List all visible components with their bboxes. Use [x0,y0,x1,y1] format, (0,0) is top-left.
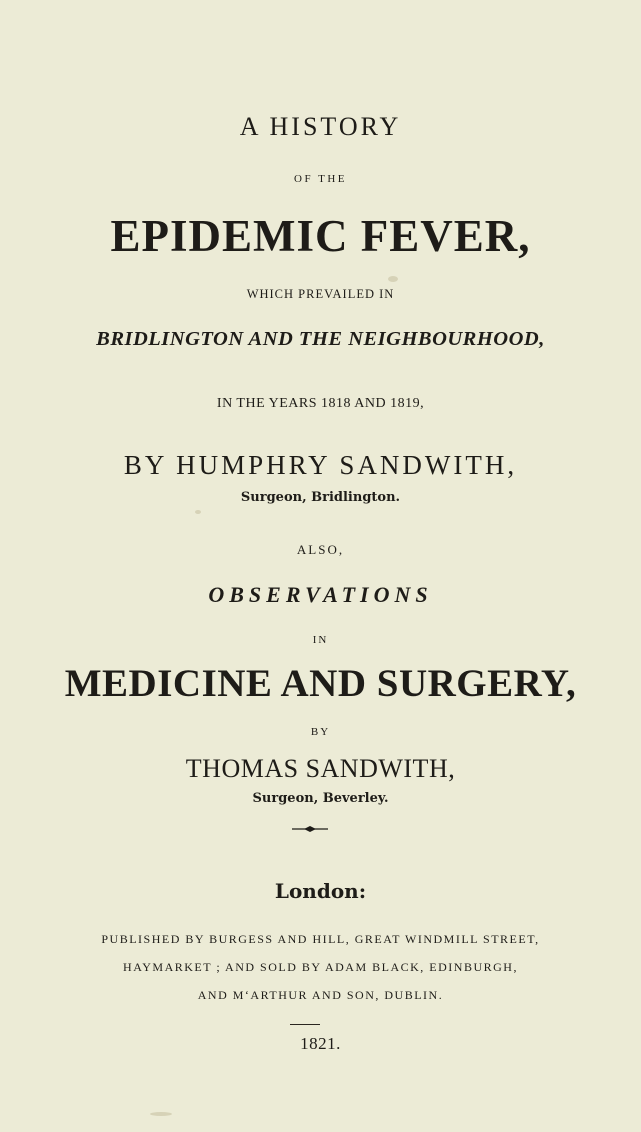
paper-stain [388,276,398,282]
imprint-city: London: [274,879,367,903]
divider-rule [290,1024,320,1025]
author-thomas-role: Surgeon, Beverley. [252,791,389,806]
subtitle-which-prevailed: WHICH PREVAILED IN [246,287,395,301]
paper-stain [195,510,201,514]
second-title-in: IN [312,634,329,646]
publication-year: 1821. [300,1034,341,1053]
second-title-main: MEDICINE AND SURGERY, [64,662,577,705]
title-of-the: OF THE [294,173,347,185]
also-label: ALSO, [296,542,345,557]
imprint-publisher-line3: AND M‘ARTHUR AND SON, DUBLIN. [197,988,444,1002]
subtitle-years: IN THE YEARS 1818 AND 1819, [216,396,425,411]
author-thomas: THOMAS SANDWITH, [185,754,456,783]
title-a-history: A HISTORY [239,112,402,141]
imprint-publisher-line1: PUBLISHED BY BURGESS AND HILL, GREAT WINDMILL STREET, [101,932,540,946]
author-humphry-role: Surgeon, Bridlington. [240,490,401,505]
paper-stain [150,1112,172,1116]
subtitle-place: BRIDLINGTON AND THE NEIGHBOURHOOD, [96,328,545,350]
author-humphry: BY HUMPHRY SANDWITH, [123,450,518,480]
main-title: EPIDEMIC FEVER, [110,211,531,261]
second-title-observations: OBSERVATIONS [208,582,433,607]
imprint-publisher-line2: HAYMARKET ; AND SOLD BY ADAM BLACK, EDINBURGH, [123,960,518,974]
ornament-dash-icon [290,824,330,834]
by-label: BY [310,726,331,738]
